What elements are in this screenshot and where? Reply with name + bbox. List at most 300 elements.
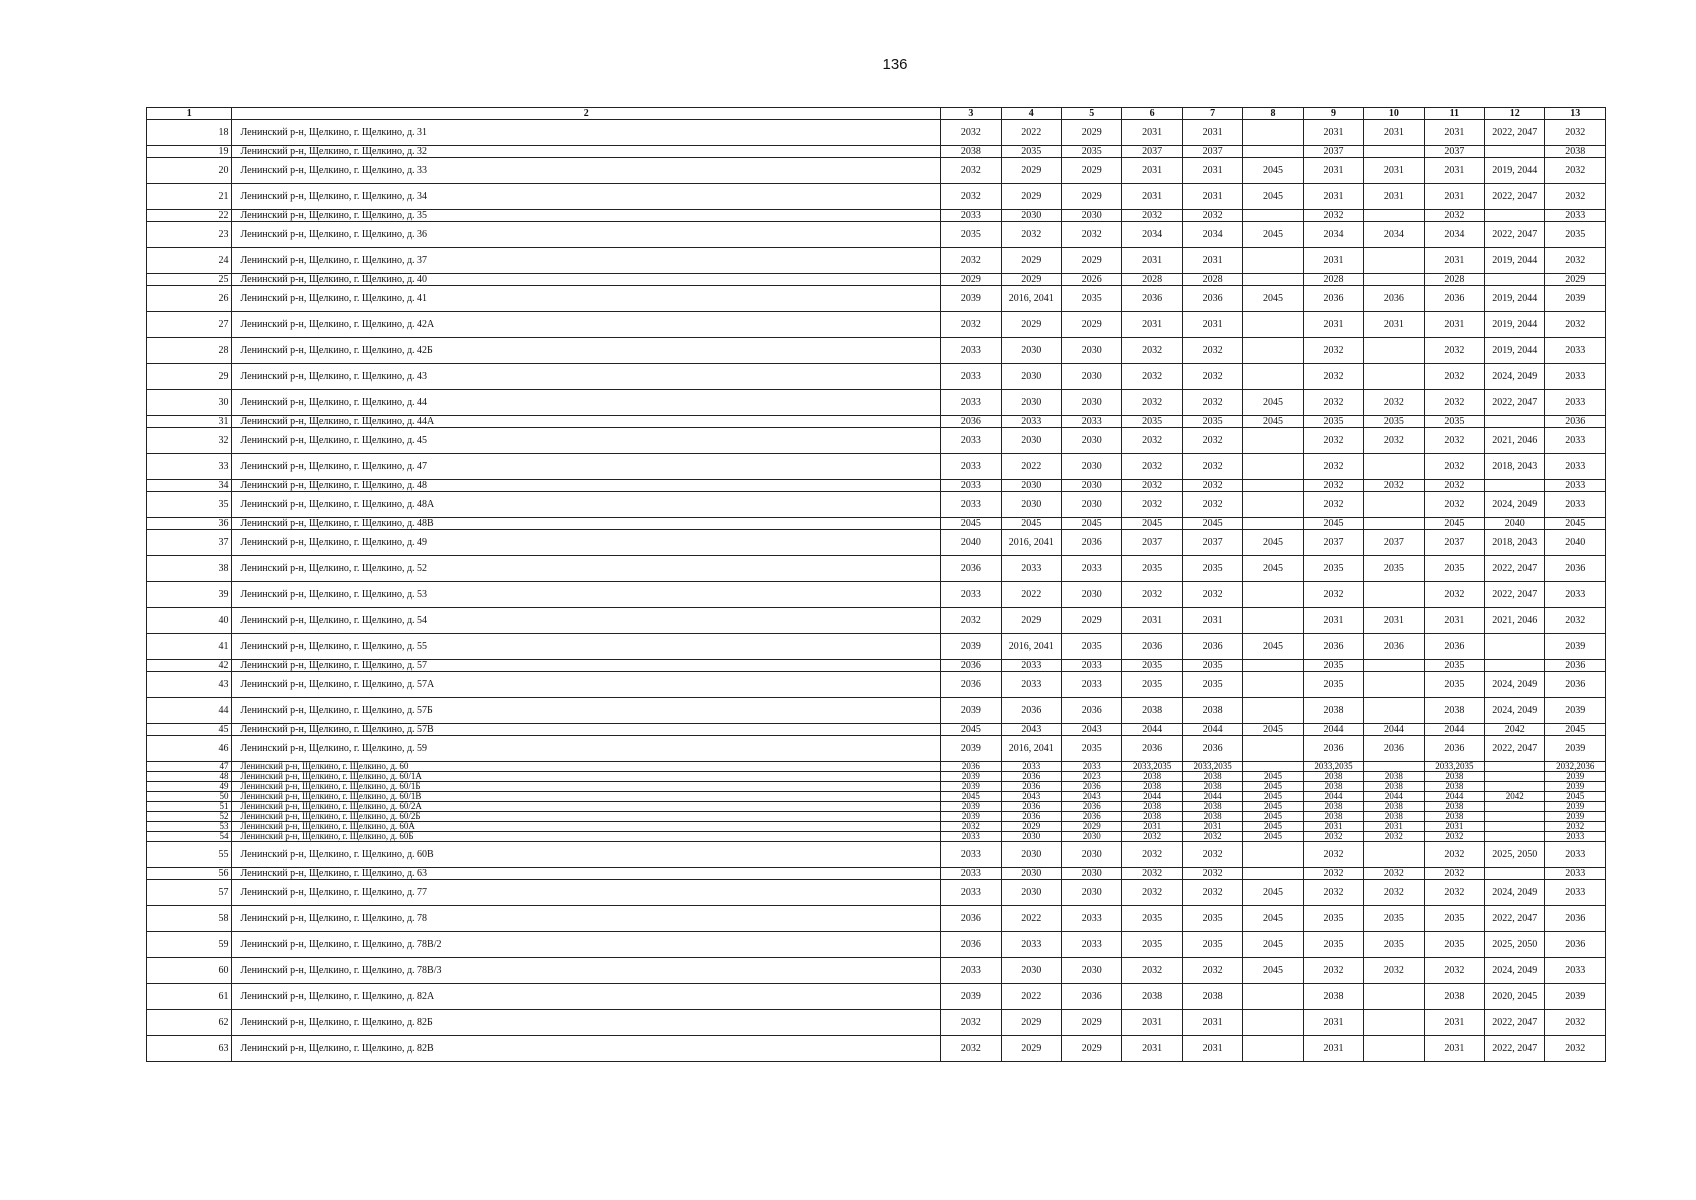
year-cell: [1485, 660, 1545, 672]
year-cell: 2032: [1424, 582, 1484, 608]
year-cell: 2035: [1001, 146, 1061, 158]
year-cell: 2032: [1303, 842, 1363, 868]
row-number: 33: [147, 454, 232, 480]
year-cell: [1243, 492, 1303, 518]
table-row: [147, 802, 1606, 812]
table-row: [147, 518, 1606, 530]
year-cell: 2030: [1061, 958, 1121, 984]
year-cell: 2035: [1364, 556, 1424, 582]
year-cell: 2033: [1061, 932, 1121, 958]
year-cell: 2029: [1001, 274, 1061, 286]
year-cell: 2030: [1061, 428, 1121, 454]
year-cell: 2030: [1001, 880, 1061, 906]
table-row: [147, 582, 1606, 608]
year-cell: 2045: [1243, 802, 1303, 812]
year-cell: 2032: [1545, 184, 1606, 210]
year-cell: 2021, 2046: [1485, 428, 1545, 454]
year-cell: 2033: [1545, 868, 1606, 880]
row-number: 20: [147, 158, 232, 184]
year-cell: 2032: [941, 312, 1001, 338]
year-cell: [1485, 802, 1545, 812]
year-cell: 2029: [1061, 248, 1121, 274]
table-row: [147, 1010, 1606, 1036]
year-cell: [1485, 762, 1545, 772]
year-cell: 2045: [1243, 958, 1303, 984]
year-cell: 2038: [1182, 802, 1242, 812]
year-cell: 2044: [1122, 724, 1182, 736]
year-cell: 2032: [1182, 492, 1242, 518]
year-cell: 2033,2035: [1424, 762, 1484, 772]
row-number: 37: [147, 530, 232, 556]
year-cell: 2036: [1545, 932, 1606, 958]
year-cell: 2016, 2041: [1001, 736, 1061, 762]
year-cell: 2031: [1424, 184, 1484, 210]
address-cell: Ленинский р-н, Щелкино, г. Щелкино, д. 48В: [232, 518, 941, 530]
year-cell: 2039: [941, 286, 1001, 312]
address-cell: Ленинский р-н, Щелкино, г. Щелкино, д. 45: [232, 428, 941, 454]
address-cell: Ленинский р-н, Щелкино, г. Щелкино, д. 60/1А: [232, 772, 941, 782]
address-cell: Ленинский р-н, Щелкино, г. Щелкино, д. 78В/2: [232, 932, 941, 958]
year-cell: 2032: [1545, 1010, 1606, 1036]
year-cell: 2032: [1182, 338, 1242, 364]
year-cell: 2031: [1303, 1036, 1363, 1062]
column-header: 5: [1061, 108, 1121, 120]
table-row: [147, 492, 1606, 518]
year-cell: 2022, 2047: [1485, 222, 1545, 248]
year-cell: 2022, 2047: [1485, 556, 1545, 582]
year-cell: 2037: [1424, 530, 1484, 556]
year-cell: 2033: [1545, 958, 1606, 984]
year-cell: 2035: [1303, 906, 1363, 932]
year-cell: 2024, 2049: [1485, 672, 1545, 698]
year-cell: 2038: [1424, 984, 1484, 1010]
year-cell: 2033: [1545, 454, 1606, 480]
row-number: 55: [147, 842, 232, 868]
year-cell: [1364, 698, 1424, 724]
address-cell: Ленинский р-н, Щелкино, г. Щелкино, д. 57А: [232, 672, 941, 698]
address-cell: Ленинский р-н, Щелкино, г. Щелкино, д. 60/2Б: [232, 812, 941, 822]
year-cell: 2045: [1545, 724, 1606, 736]
year-cell: 2030: [1061, 880, 1121, 906]
year-cell: [1364, 762, 1424, 772]
year-cell: 2036: [1364, 634, 1424, 660]
year-cell: [1243, 480, 1303, 492]
year-cell: [1243, 454, 1303, 480]
year-cell: 2045: [1243, 932, 1303, 958]
table-row: [147, 146, 1606, 158]
address-cell: Ленинский р-н, Щелкино, г. Щелкино, д. 60/2А: [232, 802, 941, 812]
address-cell: Ленинский р-н, Щелкино, г. Щелкино, д. 55: [232, 634, 941, 660]
year-cell: 2043: [1061, 724, 1121, 736]
table-row: [147, 1036, 1606, 1062]
year-cell: 2031: [1364, 312, 1424, 338]
year-cell: 2022: [1001, 120, 1061, 146]
year-cell: 2032: [1303, 480, 1363, 492]
year-cell: 2033: [941, 428, 1001, 454]
year-cell: 2038: [1364, 812, 1424, 822]
year-cell: 2028: [1424, 274, 1484, 286]
year-cell: 2032: [1424, 880, 1484, 906]
row-number: 47: [147, 762, 232, 772]
address-cell: Ленинский р-н, Щелкино, г. Щелкино, д. 44А: [232, 416, 941, 428]
year-cell: 2021, 2046: [1485, 608, 1545, 634]
year-cell: 2032: [941, 608, 1001, 634]
year-cell: 2032: [1545, 1036, 1606, 1062]
year-cell: 2032: [1182, 958, 1242, 984]
year-cell: 2035: [1424, 932, 1484, 958]
year-cell: 2035: [1364, 416, 1424, 428]
year-cell: 2032: [1424, 454, 1484, 480]
year-cell: [1364, 274, 1424, 286]
year-cell: 2038: [1122, 772, 1182, 782]
year-cell: 2033: [941, 842, 1001, 868]
year-cell: [1243, 518, 1303, 530]
year-cell: 2032: [1061, 222, 1121, 248]
year-cell: 2036: [941, 416, 1001, 428]
year-cell: 2038: [1364, 802, 1424, 812]
column-header: 7: [1182, 108, 1242, 120]
row-number: 54: [147, 832, 232, 842]
year-cell: 2033: [941, 880, 1001, 906]
year-cell: 2032: [1122, 582, 1182, 608]
year-cell: 2038: [1424, 782, 1484, 792]
year-cell: 2024, 2049: [1485, 364, 1545, 390]
year-cell: 2022, 2047: [1485, 906, 1545, 932]
year-cell: 2036: [941, 906, 1001, 932]
address-cell: Ленинский р-н, Щелкино, г. Щелкино, д. 78В/3: [232, 958, 941, 984]
year-cell: 2045: [1243, 792, 1303, 802]
year-cell: 2035: [1303, 416, 1363, 428]
year-cell: 2022, 2047: [1485, 736, 1545, 762]
address-cell: Ленинский р-н, Щелкино, г. Щелкино, д. 42А: [232, 312, 941, 338]
year-cell: 2024, 2049: [1485, 492, 1545, 518]
year-cell: 2032: [1122, 492, 1182, 518]
year-cell: 2023: [1061, 772, 1121, 782]
address-cell: Ленинский р-н, Щелкино, г. Щелкино, д. 60А: [232, 822, 941, 832]
year-cell: 2033: [941, 338, 1001, 364]
year-cell: [1485, 822, 1545, 832]
year-cell: [1364, 492, 1424, 518]
table-row: [147, 312, 1606, 338]
year-cell: 2044: [1182, 724, 1242, 736]
year-cell: 2031: [1364, 120, 1424, 146]
year-cell: 2032: [1545, 312, 1606, 338]
year-cell: 2031: [1182, 312, 1242, 338]
table-row: [147, 390, 1606, 416]
year-cell: 2032: [1182, 880, 1242, 906]
year-cell: 2030: [1061, 582, 1121, 608]
year-cell: 2043: [1001, 724, 1061, 736]
year-cell: 2038: [1182, 782, 1242, 792]
row-number: 19: [147, 146, 232, 158]
table-row: [147, 338, 1606, 364]
year-cell: 2033: [1545, 338, 1606, 364]
year-cell: [1243, 868, 1303, 880]
year-cell: 2032,2036: [1545, 762, 1606, 772]
year-cell: 2045: [1424, 518, 1484, 530]
year-cell: 2033: [1545, 582, 1606, 608]
row-number: 40: [147, 608, 232, 634]
year-cell: [1243, 698, 1303, 724]
year-cell: 2020, 2045: [1485, 984, 1545, 1010]
year-cell: 2032: [1122, 364, 1182, 390]
year-cell: 2030: [1061, 210, 1121, 222]
year-cell: 2035: [1061, 286, 1121, 312]
year-cell: 2030: [1001, 842, 1061, 868]
year-cell: 2030: [1001, 390, 1061, 416]
year-cell: 2031: [1424, 1036, 1484, 1062]
year-cell: 2032: [1182, 390, 1242, 416]
year-cell: 2033: [1545, 364, 1606, 390]
year-cell: 2032: [941, 184, 1001, 210]
year-cell: 2031: [1364, 608, 1424, 634]
year-cell: 2036: [1122, 634, 1182, 660]
year-cell: [1243, 608, 1303, 634]
year-cell: 2016, 2041: [1001, 634, 1061, 660]
year-cell: 2033: [941, 582, 1001, 608]
year-cell: 2030: [1061, 480, 1121, 492]
year-cell: 2022, 2047: [1485, 1010, 1545, 1036]
column-header: 10: [1364, 108, 1424, 120]
year-cell: 2043: [1061, 792, 1121, 802]
year-cell: 2032: [1364, 480, 1424, 492]
table-body: [147, 120, 1606, 1062]
table-row: [147, 608, 1606, 634]
year-cell: 2022: [1001, 984, 1061, 1010]
year-cell: 2033: [1061, 672, 1121, 698]
address-cell: Ленинский р-н, Щелкино, г. Щелкино, д. 77: [232, 880, 941, 906]
year-cell: [1485, 812, 1545, 822]
table-row: [147, 772, 1606, 782]
column-header: 2: [232, 108, 941, 120]
year-cell: 2032: [1303, 210, 1363, 222]
year-cell: 2035: [1303, 660, 1363, 672]
year-cell: 2035: [1424, 556, 1484, 582]
year-cell: 2032: [1122, 868, 1182, 880]
year-cell: 2033,2035: [1122, 762, 1182, 772]
year-cell: 2033: [941, 868, 1001, 880]
year-cell: 2030: [1061, 454, 1121, 480]
column-header: 6: [1122, 108, 1182, 120]
address-cell: Ленинский р-н, Щелкино, г. Щелкино, д. 60/1Б: [232, 782, 941, 792]
year-cell: 2035: [1424, 660, 1484, 672]
year-cell: 2016, 2041: [1001, 286, 1061, 312]
year-cell: 2044: [1364, 792, 1424, 802]
year-cell: 2036: [941, 762, 1001, 772]
table-row: [147, 556, 1606, 582]
year-cell: 2038: [1364, 782, 1424, 792]
year-cell: 2018, 2043: [1485, 454, 1545, 480]
year-cell: 2038: [1122, 698, 1182, 724]
address-cell: Ленинский р-н, Щелкино, г. Щелкино, д. 42Б: [232, 338, 941, 364]
year-cell: [1364, 518, 1424, 530]
table-row: [147, 530, 1606, 556]
year-cell: [1364, 1036, 1424, 1062]
table-row: [147, 158, 1606, 184]
year-cell: 2030: [1061, 492, 1121, 518]
year-cell: 2036: [941, 660, 1001, 672]
year-cell: 2019, 2044: [1485, 286, 1545, 312]
year-cell: 2033,2035: [1182, 762, 1242, 772]
year-cell: 2029: [1001, 248, 1061, 274]
year-cell: 2038: [1182, 984, 1242, 1010]
year-cell: 2036: [1364, 286, 1424, 312]
year-cell: 2045: [1243, 556, 1303, 582]
year-cell: 2031: [1303, 158, 1363, 184]
row-number: 58: [147, 906, 232, 932]
row-number: 50: [147, 792, 232, 802]
year-cell: 2039: [1545, 782, 1606, 792]
year-cell: 2035: [1182, 556, 1242, 582]
year-cell: 2031: [1122, 184, 1182, 210]
year-cell: 2019, 2044: [1485, 158, 1545, 184]
table-row: [147, 792, 1606, 802]
row-number: 22: [147, 210, 232, 222]
year-cell: [1243, 364, 1303, 390]
address-cell: Ленинский р-н, Щелкино, г. Щелкино, д. 47: [232, 454, 941, 480]
year-cell: 2032: [1364, 832, 1424, 842]
column-header: 3: [941, 108, 1001, 120]
table-row: [147, 782, 1606, 792]
year-cell: 2043: [1001, 792, 1061, 802]
year-cell: 2028: [1303, 274, 1363, 286]
row-number: 32: [147, 428, 232, 454]
year-cell: [1243, 312, 1303, 338]
year-cell: 2045: [941, 518, 1001, 530]
year-cell: 2025, 2050: [1485, 842, 1545, 868]
year-cell: 2035: [1182, 416, 1242, 428]
year-cell: 2028: [1182, 274, 1242, 286]
year-cell: 2033: [941, 958, 1001, 984]
year-cell: 2034: [1122, 222, 1182, 248]
year-cell: 2030: [1001, 338, 1061, 364]
table-row: [147, 416, 1606, 428]
year-cell: 2036: [1182, 634, 1242, 660]
year-cell: 2022: [1001, 906, 1061, 932]
year-cell: 2032: [1303, 428, 1363, 454]
year-cell: 2032: [1424, 832, 1484, 842]
year-cell: 2019, 2044: [1485, 312, 1545, 338]
table-row: [147, 880, 1606, 906]
year-cell: 2032: [1122, 480, 1182, 492]
year-cell: 2029: [941, 274, 1001, 286]
year-cell: 2037: [1122, 146, 1182, 158]
year-cell: 2036: [941, 932, 1001, 958]
year-cell: 2031: [1303, 1010, 1363, 1036]
page-number: 136: [882, 56, 908, 73]
table-row: [147, 958, 1606, 984]
year-cell: 2036: [1122, 286, 1182, 312]
address-cell: Ленинский р-н, Щелкино, г. Щелкино, д. 60Б: [232, 832, 941, 842]
year-cell: 2039: [941, 736, 1001, 762]
year-cell: 2035: [941, 222, 1001, 248]
year-cell: 2032: [1545, 822, 1606, 832]
year-cell: 2033: [941, 832, 1001, 842]
year-cell: 2037: [1182, 146, 1242, 158]
year-cell: 2030: [1061, 390, 1121, 416]
year-cell: 2035: [1182, 660, 1242, 672]
year-cell: 2033: [1545, 880, 1606, 906]
year-cell: 2026: [1061, 274, 1121, 286]
year-cell: 2031: [1122, 608, 1182, 634]
year-cell: 2033,2035: [1303, 762, 1363, 772]
year-cell: [1485, 772, 1545, 782]
year-cell: 2032: [1303, 454, 1363, 480]
year-cell: 2036: [1001, 772, 1061, 782]
row-number: 26: [147, 286, 232, 312]
year-cell: 2036: [1001, 782, 1061, 792]
year-cell: [1485, 146, 1545, 158]
year-cell: 2044: [1424, 724, 1484, 736]
year-cell: 2036: [1061, 782, 1121, 792]
year-cell: 2032: [1424, 364, 1484, 390]
year-cell: 2029: [1061, 184, 1121, 210]
table-row: [147, 812, 1606, 822]
table-row: [147, 698, 1606, 724]
year-cell: [1364, 582, 1424, 608]
year-cell: 2045: [1303, 518, 1363, 530]
year-cell: [1364, 660, 1424, 672]
year-cell: 2036: [1545, 672, 1606, 698]
year-cell: 2040: [1485, 518, 1545, 530]
year-cell: 2031: [1182, 608, 1242, 634]
year-cell: 2033: [1545, 210, 1606, 222]
year-cell: 2032: [1122, 390, 1182, 416]
year-cell: 2030: [1001, 428, 1061, 454]
year-cell: 2036: [1364, 736, 1424, 762]
table-row: [147, 222, 1606, 248]
address-cell: Ленинский р-н, Щелкино, г. Щелкино, д. 33: [232, 158, 941, 184]
year-cell: 2032: [1303, 492, 1363, 518]
address-cell: Ленинский р-н, Щелкино, г. Щелкино, д. 32: [232, 146, 941, 158]
year-cell: 2031: [1424, 608, 1484, 634]
year-cell: [1485, 782, 1545, 792]
year-cell: 2039: [941, 634, 1001, 660]
year-cell: 2032: [1182, 868, 1242, 880]
year-cell: 2036: [1001, 698, 1061, 724]
year-cell: 2039: [1545, 736, 1606, 762]
year-cell: 2036: [1182, 286, 1242, 312]
year-cell: 2038: [1424, 772, 1484, 782]
year-cell: 2035: [1424, 416, 1484, 428]
year-cell: [1243, 672, 1303, 698]
year-cell: 2032: [1122, 880, 1182, 906]
year-cell: 2030: [1001, 210, 1061, 222]
year-cell: 2032: [941, 1036, 1001, 1062]
year-cell: [1364, 248, 1424, 274]
year-cell: [1485, 832, 1545, 842]
year-cell: 2024, 2049: [1485, 698, 1545, 724]
year-cell: 2031: [1122, 120, 1182, 146]
year-cell: 2035: [1061, 634, 1121, 660]
year-cell: 2032: [1122, 210, 1182, 222]
year-cell: 2032: [1001, 222, 1061, 248]
year-cell: 2035: [1182, 906, 1242, 932]
year-cell: [1364, 454, 1424, 480]
row-number: 63: [147, 1036, 232, 1062]
year-cell: 2022, 2047: [1485, 184, 1545, 210]
year-cell: 2039: [1545, 984, 1606, 1010]
year-cell: 2022, 2047: [1485, 120, 1545, 146]
year-cell: [1243, 842, 1303, 868]
year-cell: [1364, 364, 1424, 390]
year-cell: 2032: [1364, 428, 1424, 454]
year-cell: 2045: [1243, 724, 1303, 736]
schedule-table: [146, 107, 1606, 1062]
column-header: 8: [1243, 108, 1303, 120]
year-cell: 2032: [1424, 842, 1484, 868]
year-cell: 2030: [1061, 868, 1121, 880]
